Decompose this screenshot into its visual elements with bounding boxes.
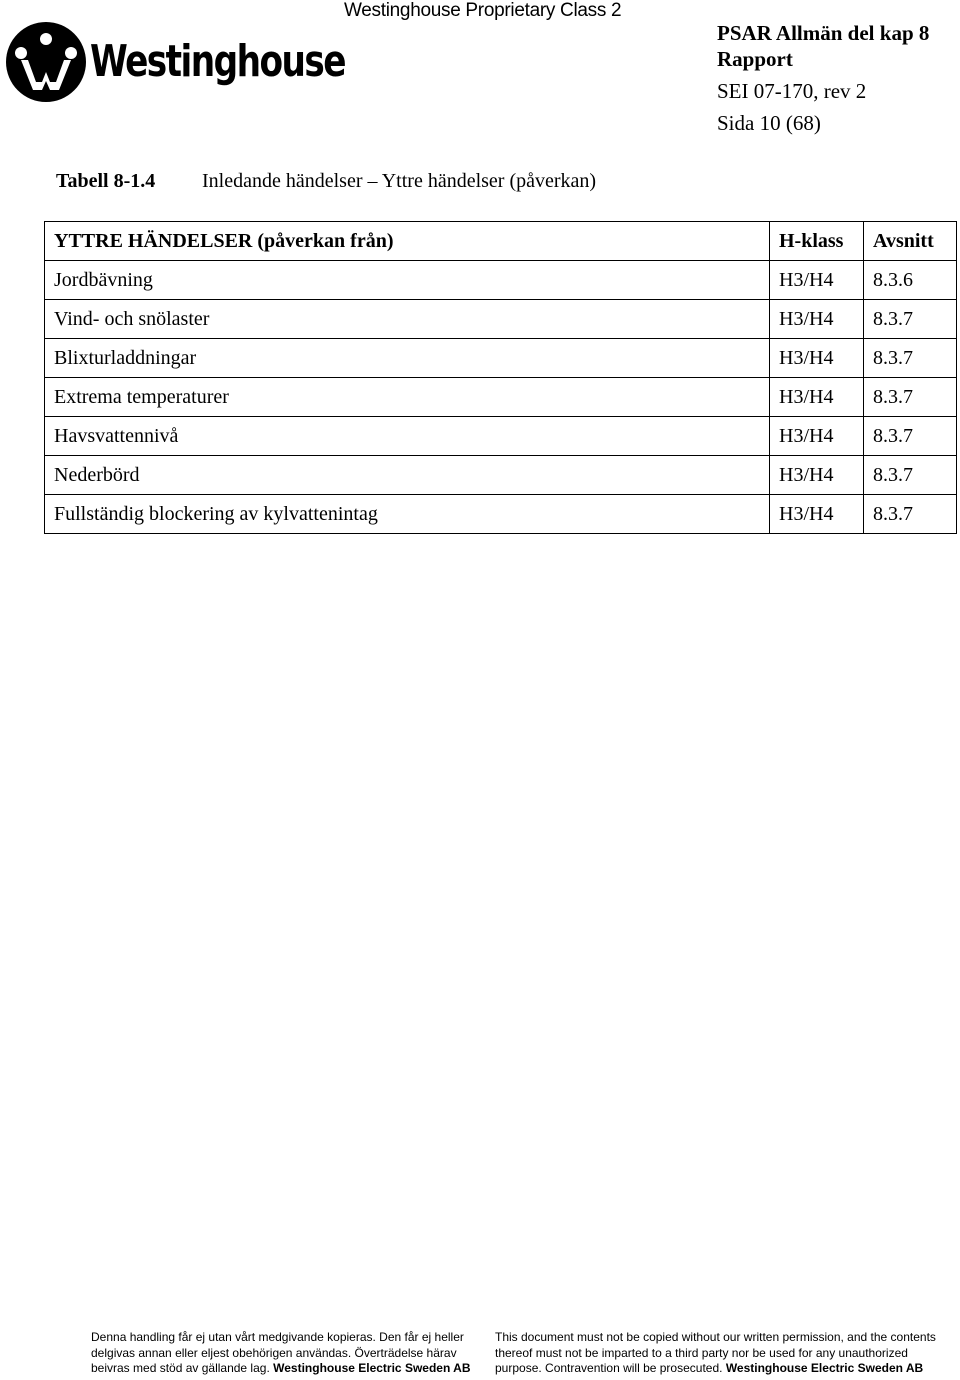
event-cell: Havsvattennivå: [45, 417, 770, 456]
document-title: PSAR Allmän del kap 8: [717, 21, 930, 45]
section-cell: 8.3.7: [864, 339, 957, 378]
section-cell: 8.3.7: [864, 300, 957, 339]
footer-en-line-3: [495, 1361, 936, 1377]
table-row: [45, 261, 957, 300]
h-class-cell: H3/H4: [770, 456, 864, 495]
event-cell: Fullständig blockering av kylvattenintag: [45, 495, 770, 534]
footer-sv-line-1: Denna handling får ej utan vårt medgivande kopieras. Den får ej heller: [91, 1330, 464, 1344]
footer-en-line-3-text: purpose. Contravention will be prosecuted.: [495, 1361, 723, 1375]
table-row: [45, 339, 957, 378]
table-row: [45, 456, 957, 495]
footer-en-line-2: thereof must not be imparted to a third party nor be used for any unauthorized: [495, 1345, 908, 1360]
section-cell: 8.3.7: [864, 378, 957, 417]
table-caption-title: Inledande händelser – Yttre händelser (påverkan): [202, 170, 597, 192]
page-number: Sida 10 (68): [717, 111, 821, 135]
section-cell: 8.3.6: [864, 261, 957, 300]
footer-en-company: Westinghouse Electric Sweden AB: [725, 1361, 924, 1375]
footer-sv-line-3-text: beivras med stöd av gällande lag.: [91, 1361, 270, 1375]
footer-notice-english: [495, 1330, 936, 1377]
section-cell: 8.3.7: [864, 417, 957, 456]
table-row: [45, 495, 957, 534]
table-header-row: [45, 222, 957, 261]
document-id: SEI 07-170, rev 2: [717, 79, 867, 103]
section-cell: 8.3.7: [864, 456, 957, 495]
table-caption-number: Tabell 8-1.4: [56, 170, 156, 192]
footer-notice-swedish: [91, 1330, 471, 1377]
header-event: YTTRE HÄNDELSER (påverkan från): [45, 222, 770, 261]
header-h-class: H-klass: [770, 222, 864, 261]
footer-sv-company: Westinghouse Electric Sweden AB: [273, 1361, 471, 1375]
westinghouse-logo: [4, 20, 345, 104]
table-row: [45, 417, 957, 456]
westinghouse-circle-w-icon: [4, 20, 88, 104]
table-row: [45, 300, 957, 339]
event-cell: Jordbävning: [45, 261, 770, 300]
section-cell: 8.3.7: [864, 495, 957, 534]
event-cell: Extrema temperaturer: [45, 378, 770, 417]
footer-sv-line-3: [91, 1361, 471, 1377]
footer-sv-line-2: delgivas annan eller eljest obehörigen användas. Överträdelse härav: [91, 1345, 457, 1360]
h-class-cell: H3/H4: [770, 300, 864, 339]
proprietary-classification: Westinghouse Proprietary Class 2: [344, 0, 622, 21]
h-class-cell: H3/H4: [770, 261, 864, 300]
h-class-cell: H3/H4: [770, 417, 864, 456]
h-class-cell: H3/H4: [770, 378, 864, 417]
h-class-cell: H3/H4: [770, 495, 864, 534]
h-class-cell: H3/H4: [770, 339, 864, 378]
event-cell: Blixturladdningar: [45, 339, 770, 378]
table-row: [45, 378, 957, 417]
logo-wordmark: Westinghouse: [90, 36, 345, 87]
footer-en-line-1: This document must not be copied without our written permission, and the contents: [495, 1330, 936, 1344]
external-events-table: [44, 221, 957, 534]
event-cell: Vind- och snölaster: [45, 300, 770, 339]
event-cell: Nederbörd: [45, 456, 770, 495]
document-type: Rapport: [717, 47, 793, 71]
header-section: Avsnitt: [864, 222, 957, 261]
